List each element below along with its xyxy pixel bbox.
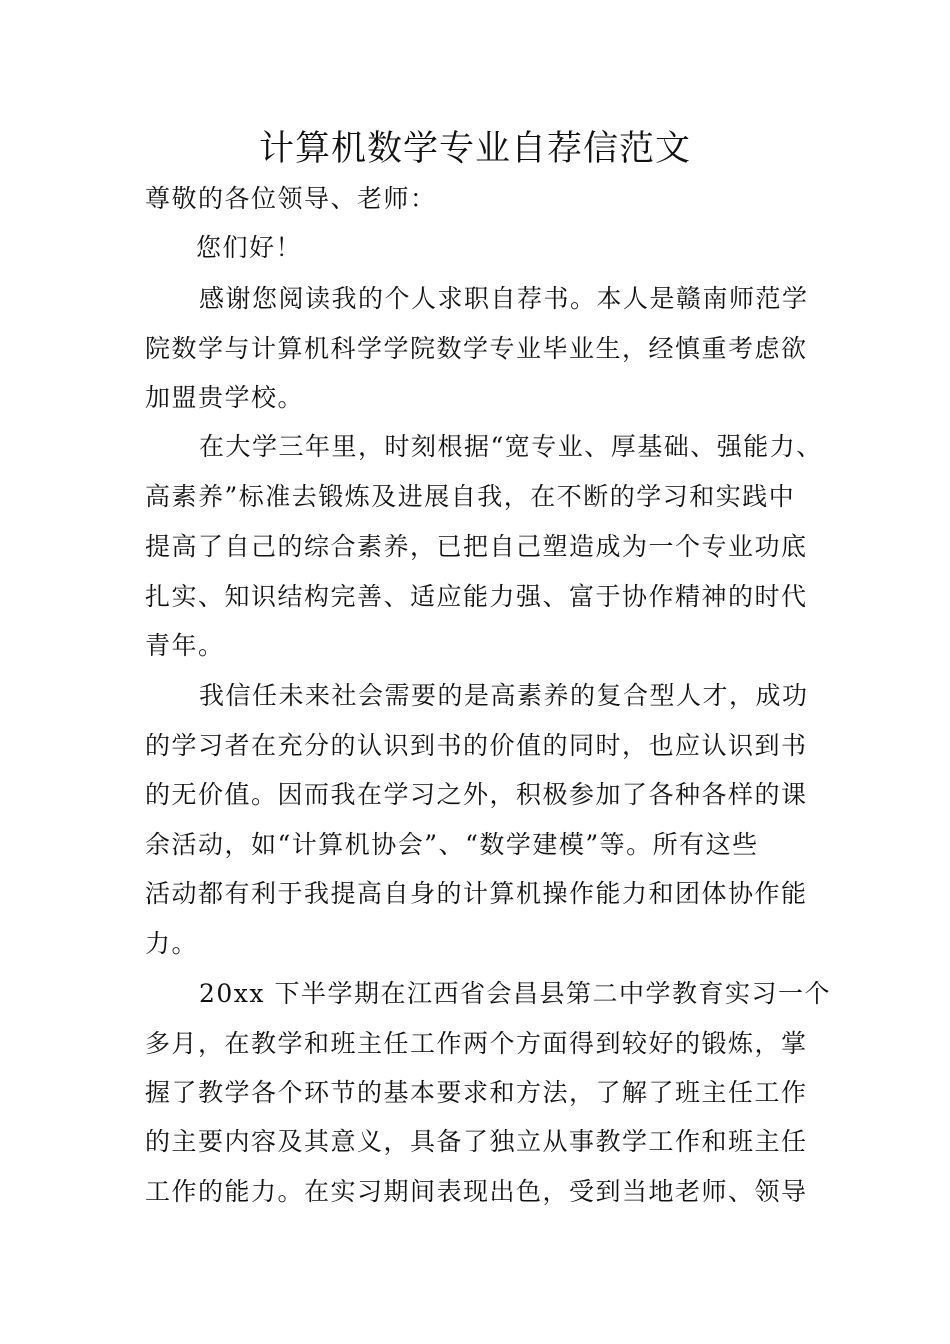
paragraph-3-line-4: 余活动，如“计算机协会”、“数学建模”等。所有这些: [145, 830, 759, 859]
paragraph-2-line-4: 扎实、知识结构完善、适应能力强、富于协作精神的时代: [145, 582, 808, 611]
paragraph-3-line-1: 我信任未来社会需要的是高素养的复合型人才，成功: [199, 681, 809, 710]
paragraph-1-line-1: 感谢您阅读我的个人求职自荐书。本人是赣南师范学: [199, 284, 809, 313]
salutation-line: 尊敬的各位领导、老师：: [145, 184, 437, 213]
document-title: 计算机数学专业自荐信范文: [258, 129, 691, 169]
paragraph-2-line-1: 在大学三年里，时刻根据“宽专业、厚基础、强能力、: [199, 432, 823, 461]
paragraph-2-line-3: 提高了自己的综合素养，已把自己塑造成为一个专业功底: [145, 532, 808, 561]
paragraph-2-line-5: 青年。: [145, 631, 225, 660]
paragraph-2-line-2: 高素养”标准去锻炼及进展自我，在不断的学习和实践中: [145, 482, 796, 511]
paragraph-3-line-6: 力。: [145, 929, 199, 958]
paragraph-4-line-4: 的主要内容及其意义，具备了独立从事教学工作和班主任: [145, 1127, 808, 1156]
greeting-line: 您们好！: [196, 233, 303, 262]
paragraph-1-line-3: 加盟贵学校。: [145, 383, 305, 412]
paragraph-3-line-5: 活动都有利于我提高自身的计算机操作能力和团体协作能: [145, 879, 808, 908]
paragraph-3-line-2: 的学习者在充分的认识到书的价值的同时，也应认识到书: [145, 731, 808, 760]
paragraph-4-line-3: 握了教学各个环节的基本要求和方法，了解了班主任工作: [145, 1078, 808, 1107]
paragraph-4-line-1: 20xx 下半学期在江西省会昌县第二中学教育实习一个: [199, 979, 831, 1008]
paragraph-4-line-2: 多月，在教学和班主任工作两个方面得到较好的锻炼，掌: [145, 1029, 808, 1058]
paragraph-3-line-3: 的无价值。因而我在学习之外，积极参加了各种各样的课: [145, 780, 808, 809]
paragraph-1-line-2: 院数学与计算机科学学院数学专业毕业生，经慎重考虑欲: [145, 334, 808, 363]
paragraph-4-line-5: 工作的能力。在实习期间表现出色，受到当地老师、领导: [145, 1177, 808, 1206]
